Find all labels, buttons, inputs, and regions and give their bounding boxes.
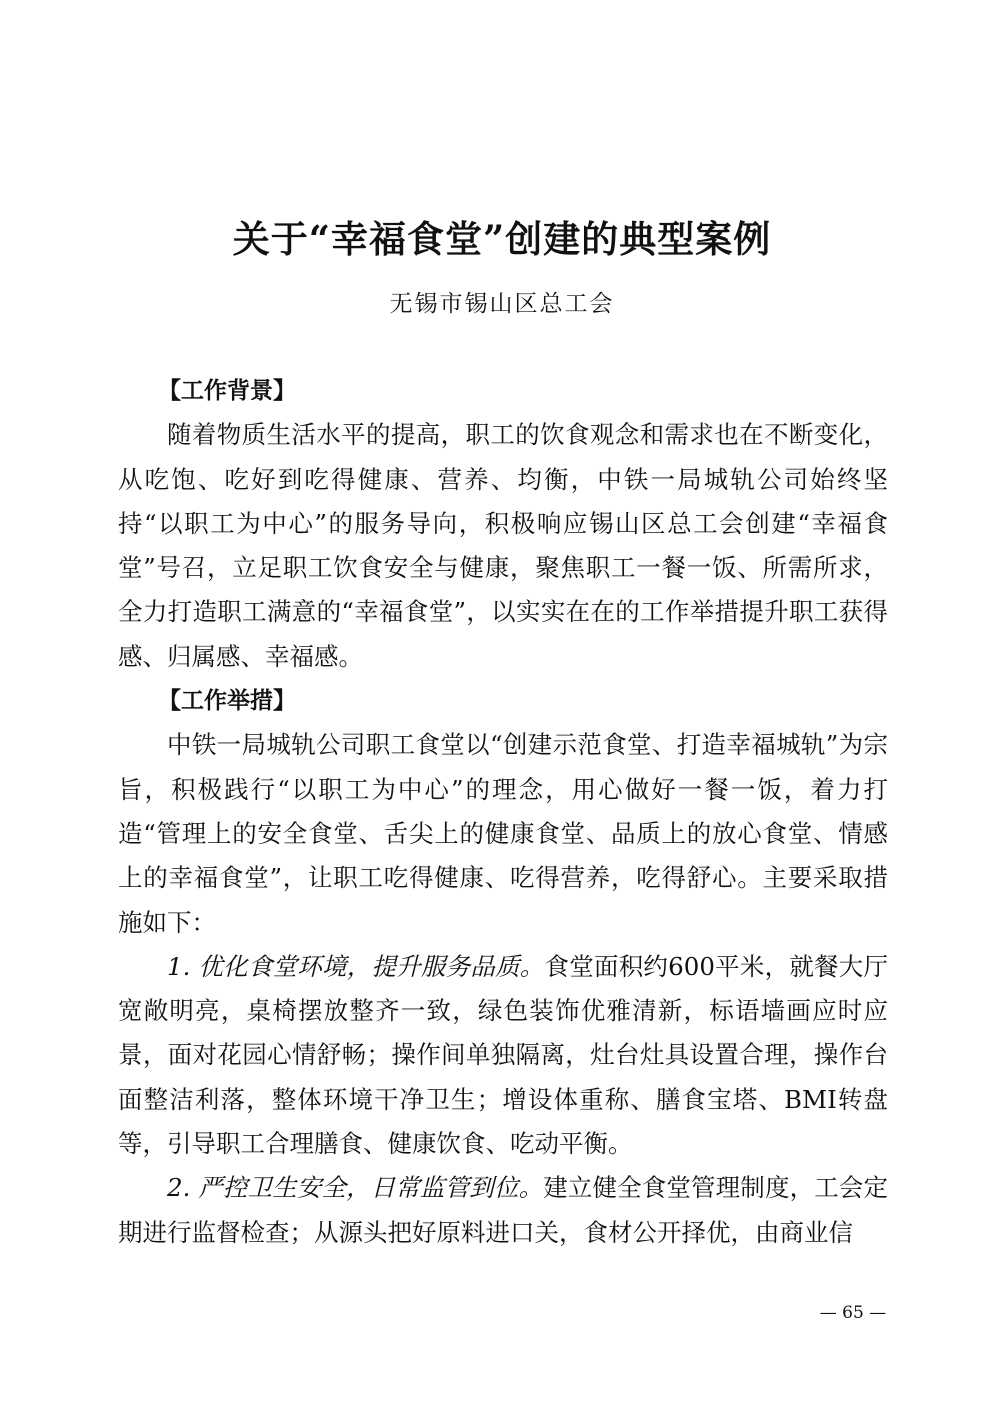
item-2-lead: 2. 严控卫生安全，日常监管到位。	[167, 1173, 544, 1203]
item-1-lead: 1. 优化食堂环境，提升服务品质。	[167, 951, 545, 981]
section-heading-background: 【工作背景】	[158, 378, 296, 404]
item-1-text: 食堂面积约600平米，就餐大厅宽敞明亮，桌椅摆放整齐一致，绿色装饰优雅清新，标语墙画应时应景，面对花园心情舒畅；操作间单独隔离，灶台灶具设置合理，操作台面整洁利落，整体环境干净卫生；增设体重称、膳食宝塔、BMI转盘等，引导职工合理膳食、健康饮食、吃动平衡。	[118, 951, 888, 1159]
item-2-text: 建立健全食堂管理制度，工会定期进行监督检查；从源头把好原料进口关，食材公开择优，由商业信	[118, 1173, 888, 1247]
paragraph-measures-intro: 中铁一局城轨公司职工食堂以“创建示范食堂、打造幸福城轨”为宗旨，积极践行“以职工为中心”的理念，用心做好一餐一饭，着力打造“管理上的安全食堂、舌尖上的健康食堂、品质上的放心食堂、情感上的幸福食堂”，让职工吃得健康、吃得营养，吃得舒心。主要采取措施如下：	[118, 730, 888, 937]
document-body	[118, 369, 888, 1255]
paragraph-background: 随着物质生活水平的提高，职工的饮食观念和需求也在不断变化，从吃饱、吃好到吃得健康、营养、均衡，中铁一局城轨公司始终坚持“以职工为中心”的服务导向，积极响应锡山区总工会创建“幸福食堂”号召，立足职工饮食安全与健康，聚焦职工一餐一饭、所需所求，全力打造职工满意的“幸福食堂”，以实实在在的工作举措提升职工获得感、归属感、幸福感。	[118, 420, 888, 671]
paragraph-item-1	[118, 945, 888, 1166]
section-heading-measures: 【工作举措】	[158, 688, 296, 715]
author-organization: 无锡市锡山区总工会	[389, 291, 615, 317]
page-number: — 65 —	[819, 1303, 887, 1323]
document-title: 关于“幸福食堂”创建的典型案例	[232, 217, 772, 261]
paragraph-item-2	[118, 1166, 888, 1255]
